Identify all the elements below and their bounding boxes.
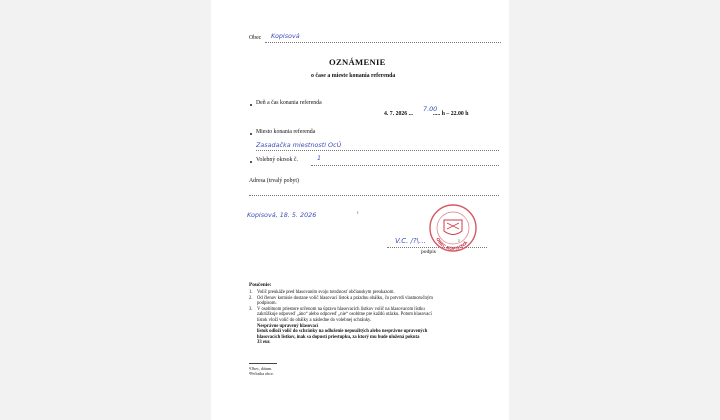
place-label: Miesto konania referenda <box>256 129 316 135</box>
document-title: OZNÁMENIE <box>329 57 386 67</box>
stamp-mark: ² <box>458 239 460 245</box>
district-value: 1 <box>317 154 322 162</box>
note-item: 2. Od členov komisie dostane volič hlasovací lístok a prázdnu obálku, čo potvrdí vlastnoručným podpisom. <box>249 295 433 307</box>
address-label: Adresa (trvalý pobyt) <box>249 178 299 184</box>
notes-list <box>249 290 503 346</box>
footnote: ¹Obec, dátum. <box>249 366 273 371</box>
date-time-hand: 7.00 <box>423 105 438 113</box>
obec-label: Obec <box>249 35 262 41</box>
document-page <box>211 0 509 420</box>
date-time-label: Deň a čas konania referenda <box>256 100 322 106</box>
district-line <box>311 165 499 166</box>
place-date-mark: ¹ <box>357 211 359 217</box>
date-time-prefix: 4. 7. 2026 ... <box>384 111 413 117</box>
note-item: 1. Volič preukáže pred hlasovaním svoju totožnosť občianskym preukazom. <box>249 290 395 295</box>
notes-heading: Poučenie: <box>249 282 272 288</box>
document-subtitle: o čase a mieste konania referenda <box>311 73 396 79</box>
place-value: Zasadačka miestnosti OcÚ <box>256 141 342 149</box>
footnote-rule <box>249 363 277 364</box>
svg-text:OBEC KOPISOVÁ: OBEC KOPISOVÁ <box>435 236 469 252</box>
footnote: ²Pečiatka obce. <box>249 371 274 376</box>
place-date: Kopisová, 18. 5. 2026 <box>247 211 317 219</box>
bullet <box>250 104 252 106</box>
signature-line <box>387 247 487 248</box>
obec-line <box>265 42 501 43</box>
podpis-label: podpis <box>421 249 436 255</box>
bullet <box>250 161 252 163</box>
note-item: 3. V osobitnom priestore určenom na úpravu hlasovacích lístkov volič na hlasovacom lístku zakrúžkuje odpoveď „áno“ alebo odpoveď „nie“ osobitne pre každú otázku. Potom hlasovací lístok vloží volič do obálky a následne do volebnej schránky. Nesprávne upravený hlasovací lístok odloží volič do schránky na odloženie nepoužitých alebo nesprávne upravených hlasovacích lístkov, inak sa dopustí priestupku, za ktorý mu bude uložená pokuta 33 eur. <box>249 306 432 346</box>
date-time-suffix: ..... h – 22.00 h <box>433 111 469 117</box>
bullet <box>250 133 252 135</box>
address-line <box>249 195 499 196</box>
place-line <box>256 150 499 151</box>
footnotes <box>249 366 274 376</box>
obec-value: Kopisová <box>271 32 300 40</box>
district-label: Volebný okrsok č. <box>256 157 298 163</box>
signature: V.C. /?\… <box>395 237 426 245</box>
